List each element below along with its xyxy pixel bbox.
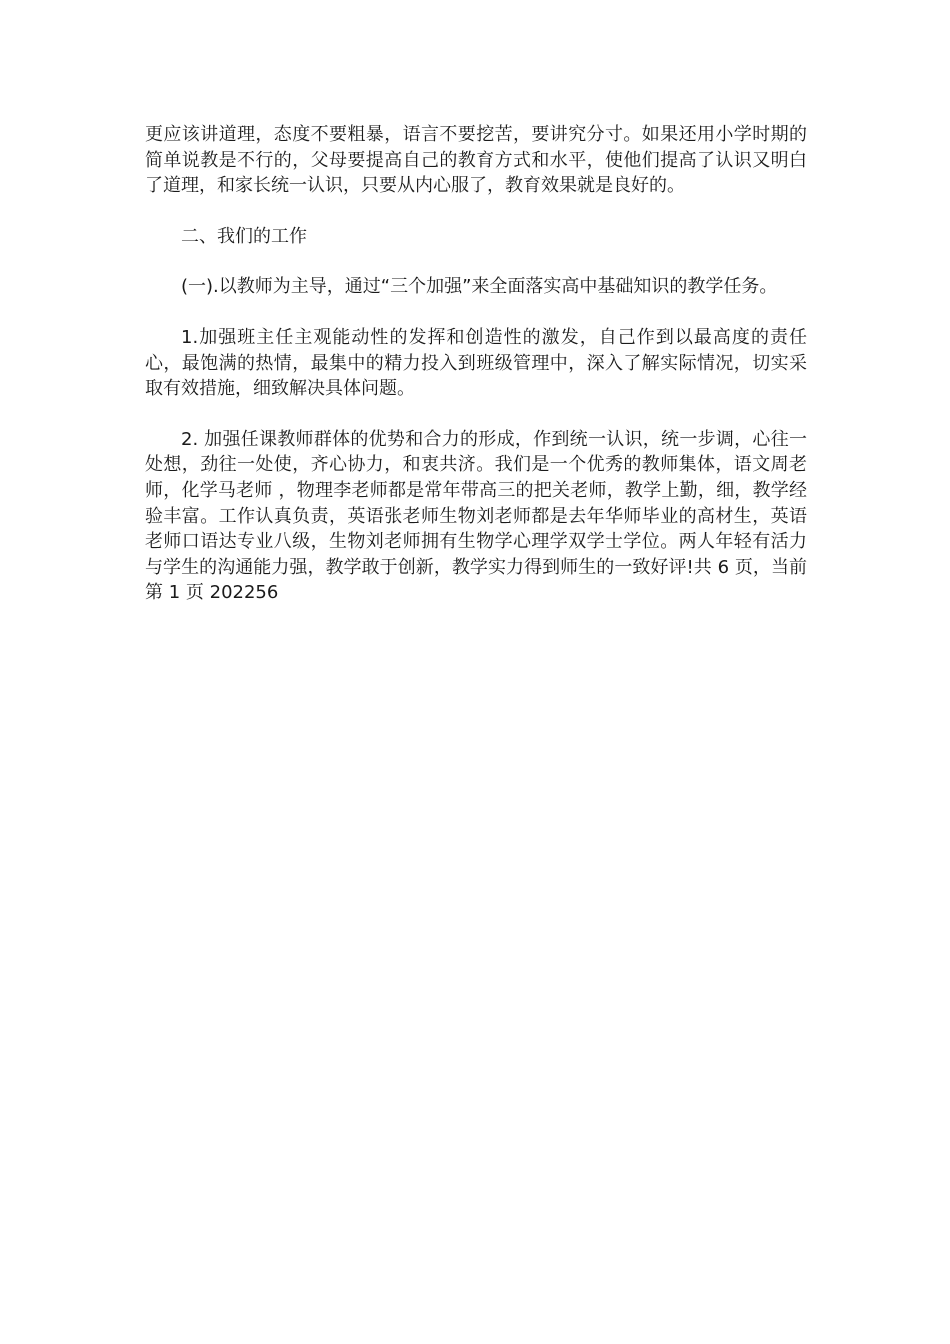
document-page: [145, 122, 807, 606]
section-heading: 二、我们的工作: [181, 225, 307, 247]
paragraph-item-1: 1.加强班主任主观能动性的发挥和创造性的激发，自己作到以最高度的责任心，最饱满的热情，最集中的精力投入到班级管理中，深入了解实际情况，切实采取有效措施，细致解决具体问题。: [145, 326, 807, 400]
paragraph-continuation: 更应该讲道理，态度不要粗暴，语言不要挖苦，要讲究分寸。如果还用小学时期的简单说教是不行的，父母要提高自己的教育方式和水平，使他们提高了认识又明白了道理，和家长统一认识，只要从内心服了，教育效果就是良好的。: [145, 124, 807, 197]
paragraph-item-2: 2. 加强任课教师群体的优势和合力的形成，作到统一认识，统一步调，心往一处想，劲往一处使，齐心协力，和衷共济。我们是一个优秀的教师集体，语文周老师，化学马老师 ，物理李老师都是常年带高三的把关老师，教学上勤，细，教学经验丰富。工作认真负责，英语张老师生物刘老师都是去年华师毕业的高材生，英语老师口语达专业八级，生物刘老师拥有生物学心理学双学士学位。两人年轻有活力与学生的沟通能力强，教学敢于创新，教学实力得到师生的一致好评!共 6 页，当前第 1 页 202256: [145, 428, 807, 604]
subsection-heading: (一).以教师为主导，通过“三个加强”来全面落实高中基础知识的教学任务。: [181, 276, 778, 298]
